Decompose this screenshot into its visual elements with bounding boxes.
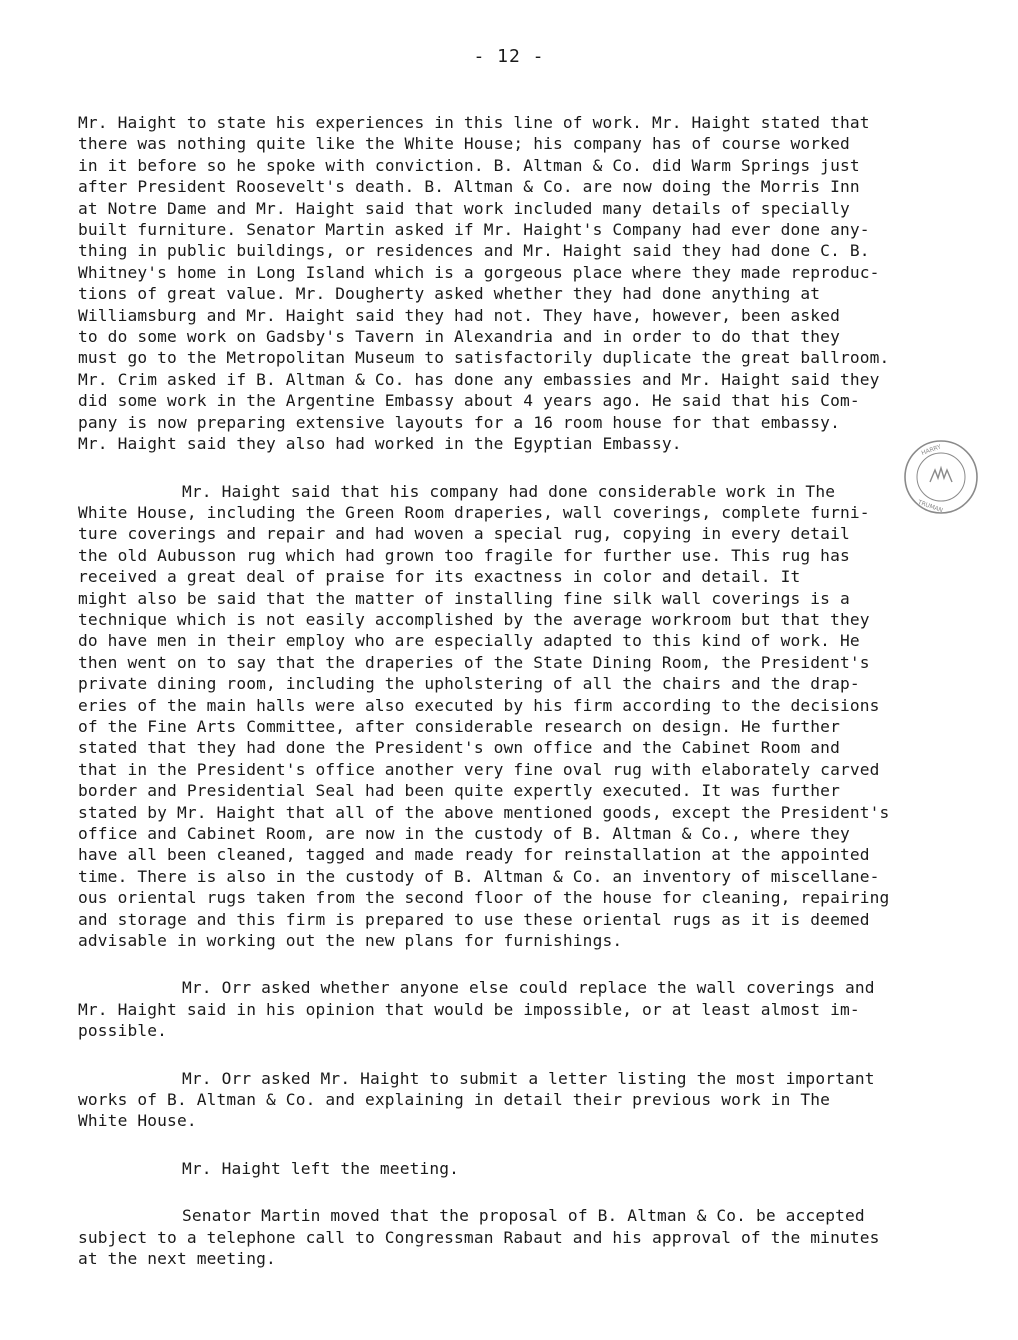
- document-body: [78, 112, 958, 1296]
- text-line: time. There is also in the custody of B. Altman & Co. an inventory of miscellane-: [78, 866, 880, 886]
- text-line: Senator Martin moved that the proposal of B. Altman & Co. be accepted: [182, 1206, 865, 1226]
- text-line: White House.: [78, 1111, 197, 1131]
- paragraph: [78, 1068, 958, 1132]
- text-line: subject to a telephone call to Congressman Rabaut and his approval of the minutes: [78, 1227, 880, 1247]
- text-line: Mr. Crim asked if B. Altman & Co. has done any embassies and Mr. Haight said they: [78, 369, 880, 389]
- text-line: advisable in working out the new plans for furnishings.: [78, 931, 623, 951]
- text-line: the old Aubusson rug which had grown too fragile for further use. This rug has: [78, 545, 850, 565]
- paragraph: [78, 1158, 958, 1179]
- text-line: Whitney's home in Long Island which is a gorgeous place where they made reproduc-: [78, 262, 880, 282]
- text-line: ture coverings and repair and had woven a special rug, copying in every detail: [78, 524, 850, 544]
- text-line: of the Fine Arts Committee, after considerable research on design. He further: [78, 716, 840, 736]
- text-line: at the next meeting.: [78, 1249, 276, 1269]
- text-line: received a great deal of praise for its exactness in color and detail. It: [78, 567, 801, 587]
- text-line: Mr. Orr asked whether anyone else could replace the wall coverings and: [182, 978, 875, 998]
- text-line: that in the President's office another very fine oval rug with elaborately carved: [78, 759, 880, 779]
- svg-text:HARRY: HARRY: [920, 443, 942, 457]
- text-line: private dining room, including the upholstering of all the chairs and the drap-: [78, 674, 860, 694]
- text-line: Mr. Haight to state his experiences in this line of work. Mr. Haight stated that: [78, 113, 870, 132]
- text-line: Williamsburg and Mr. Haight said they had not. They have, however, been asked: [78, 305, 840, 325]
- text-line: pany is now preparing extensive layouts for a 16 room house for that embassy.: [78, 412, 840, 432]
- text-line: there was nothing quite like the White House; his company has of course worked: [78, 134, 850, 154]
- paragraph: [78, 977, 958, 1041]
- text-line: after President Roosevelt's death. B. Altman & Co. are now doing the Morris Inn: [78, 177, 860, 197]
- text-line: ous oriental rugs taken from the second floor of the house for cleaning, repairing: [78, 888, 890, 908]
- text-line: Mr. Haight said in his opinion that would be impossible, or at least almost im-: [78, 999, 860, 1019]
- text-line: have all been cleaned, tagged and made ready for reinstallation at the appointed: [78, 845, 870, 865]
- text-line: and storage and this firm is prepared to use these oriental rugs as it is deemed: [78, 909, 870, 929]
- text-line: possible.: [78, 1021, 168, 1041]
- text-line: Mr. Orr asked Mr. Haight to submit a letter listing the most important: [182, 1068, 875, 1088]
- text-line: Mr. Haight said they also had worked in the Egyptian Embassy.: [78, 434, 682, 454]
- text-line: eries of the main halls were also executed by his firm according to the decisions: [78, 695, 880, 715]
- text-line: Mr. Haight left the meeting.: [182, 1158, 460, 1178]
- text-line: works of B. Altman & Co. and explaining in detail their previous work in The: [78, 1090, 831, 1110]
- text-line: office and Cabinet Room, are now in the custody of B. Altman & Co., where they: [78, 824, 850, 843]
- text-line: border and Presidential Seal had been quite expertly executed. It was further: [78, 781, 840, 801]
- text-line: then went on to say that the draperies of the State Dining Room, the President's: [78, 652, 870, 672]
- paragraph: [78, 1205, 958, 1269]
- text-line: did some work in the Argentine Embassy about 4 years ago. He said that his Com-: [78, 391, 860, 411]
- text-line: White House, including the Green Room draperies, wall coverings, complete furni-: [78, 502, 870, 522]
- text-line: to do some work on Gadsby's Tavern in Alexandria and in order to do that they: [78, 327, 840, 347]
- page-number: - 12 -: [473, 46, 545, 67]
- text-line: at Notre Dame and Mr. Haight said that work included many details of specially: [78, 198, 850, 218]
- text-line: tions of great value. Mr. Dougherty asked whether they had done anything at: [78, 284, 821, 304]
- text-line: must go to the Metropolitan Museum to satisfactorily duplicate the great ballroom.: [78, 348, 890, 368]
- text-line: technique which is not easily accomplished by the average workroom but that they: [78, 609, 870, 629]
- svg-text:TRUMAN: TRUMAN: [916, 498, 944, 515]
- text-line: stated that they had done the President's own office and the Cabinet Room and: [78, 738, 840, 758]
- text-line: in it before so he spoke with conviction. B. Altman & Co. did Warm Springs just: [78, 155, 860, 175]
- paragraph: [78, 112, 958, 455]
- text-line: stated by Mr. Haight that all of the above mentioned goods, except the President's: [78, 802, 890, 822]
- text-line: thing in public buildings, or residences and Mr. Haight said they had done C. B.: [78, 241, 870, 261]
- text-line: built furniture. Senator Martin asked if Mr. Haight's Company had ever done any-: [78, 220, 870, 240]
- paragraph: [78, 481, 958, 952]
- library-stamp-icon: [902, 438, 980, 516]
- text-line: might also be said that the matter of installing fine silk wall coverings is a: [78, 588, 850, 608]
- text-line: do have men in their employ who are especially adapted to this kind of work. He: [78, 631, 860, 651]
- text-line: Mr. Haight said that his company had done considerable work in The: [182, 481, 836, 501]
